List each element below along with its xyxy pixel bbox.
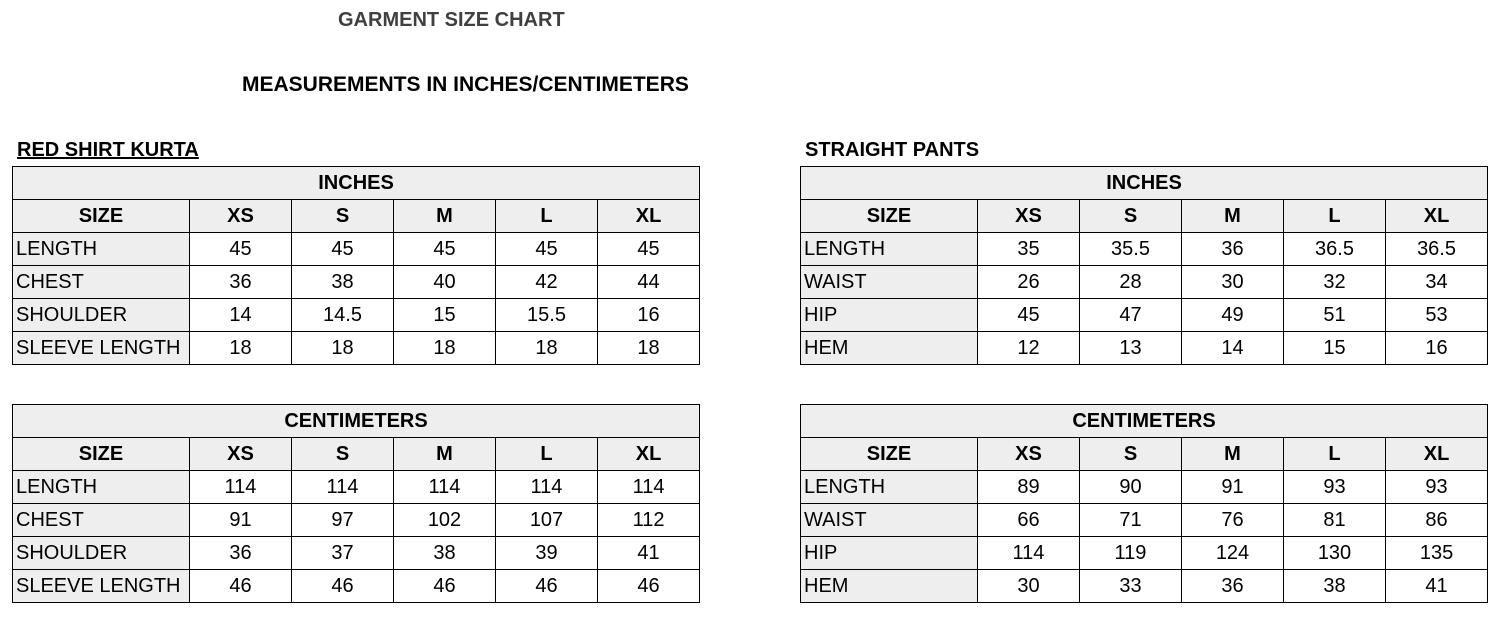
measurement-value: 81: [1284, 504, 1386, 537]
header-row: [13, 200, 700, 233]
size-header-cell: S: [1080, 438, 1182, 471]
measurement-value: 46: [496, 570, 598, 603]
measurement-value: 14: [190, 299, 292, 332]
measurement-value: 46: [394, 570, 496, 603]
measurement-value: 15.5: [496, 299, 598, 332]
table-row: [801, 233, 1488, 266]
measurement-value: 18: [496, 332, 598, 365]
measurement-value: 18: [190, 332, 292, 365]
measurement-value: 46: [292, 570, 394, 603]
header-row: [801, 200, 1488, 233]
measurement-label: WAIST: [801, 266, 978, 299]
measurement-value: 97: [292, 504, 394, 537]
measurement-value: 130: [1284, 537, 1386, 570]
measurement-value: 35.5: [1080, 233, 1182, 266]
measurement-value: 18: [394, 332, 496, 365]
pants-centimeters-table: [800, 404, 1488, 603]
measurement-label: SHOULDER: [13, 299, 190, 332]
measurement-value: 86: [1386, 504, 1488, 537]
measurement-value: 40: [394, 266, 496, 299]
measurement-value: 38: [292, 266, 394, 299]
measurement-value: 93: [1284, 471, 1386, 504]
measurement-value: 45: [292, 233, 394, 266]
measurement-value: 45: [496, 233, 598, 266]
unit-header: CENTIMETERS: [13, 405, 700, 438]
section-title-straight-pants: STRAIGHT PANTS: [805, 139, 980, 161]
measurement-value: 91: [1182, 471, 1284, 504]
measurement-value: 32: [1284, 266, 1386, 299]
measurement-value: 39: [496, 537, 598, 570]
size-header-cell: M: [1182, 200, 1284, 233]
measurement-value: 15: [1284, 332, 1386, 365]
measurement-value: 36.5: [1386, 233, 1488, 266]
measurement-value: 49: [1182, 299, 1284, 332]
size-header-cell: L: [496, 200, 598, 233]
measurement-value: 93: [1386, 471, 1488, 504]
measurement-value: 114: [978, 537, 1080, 570]
table-row: [801, 471, 1488, 504]
table-row: [13, 266, 700, 299]
measurement-value: 53: [1386, 299, 1488, 332]
measurement-value: 18: [292, 332, 394, 365]
unit-header: INCHES: [801, 167, 1488, 200]
table-row: [13, 570, 700, 603]
measurement-value: 119: [1080, 537, 1182, 570]
measurement-label: LENGTH: [801, 471, 978, 504]
table-row: [801, 266, 1488, 299]
measurement-label: HIP: [801, 537, 978, 570]
document-subtitle: MEASUREMENTS IN INCHES/CENTIMETERS: [242, 73, 689, 96]
size-column-header: SIZE: [801, 438, 978, 471]
measurement-value: 91: [190, 504, 292, 537]
measurement-value: 90: [1080, 471, 1182, 504]
measurement-value: 46: [598, 570, 700, 603]
measurement-value: 44: [598, 266, 700, 299]
size-header-cell: XL: [598, 438, 700, 471]
unit-row: [13, 405, 700, 438]
table-row: [13, 537, 700, 570]
measurement-value: 71: [1080, 504, 1182, 537]
table-row: [13, 332, 700, 365]
size-header-cell: S: [292, 438, 394, 471]
measurement-value: 36: [1182, 570, 1284, 603]
measurement-label: LENGTH: [13, 471, 190, 504]
measurement-value: 36: [190, 537, 292, 570]
size-header-cell: L: [1284, 200, 1386, 233]
measurement-value: 114: [394, 471, 496, 504]
table-row: [13, 471, 700, 504]
size-column-header: SIZE: [13, 438, 190, 471]
table-row: [801, 537, 1488, 570]
measurement-label: CHEST: [13, 266, 190, 299]
measurement-label: LENGTH: [13, 233, 190, 266]
measurement-value: 30: [978, 570, 1080, 603]
measurement-value: 42: [496, 266, 598, 299]
kurta-centimeters-table: [12, 404, 700, 603]
measurement-value: 114: [292, 471, 394, 504]
measurement-value: 28: [1080, 266, 1182, 299]
measurement-value: 47: [1080, 299, 1182, 332]
measurement-value: 124: [1182, 537, 1284, 570]
document-title: GARMENT SIZE CHART: [338, 9, 565, 31]
measurement-value: 45: [978, 299, 1080, 332]
measurement-value: 76: [1182, 504, 1284, 537]
unit-header: INCHES: [13, 167, 700, 200]
measurement-value: 45: [394, 233, 496, 266]
measurement-value: 26: [978, 266, 1080, 299]
size-header-cell: M: [394, 438, 496, 471]
measurement-value: 18: [598, 332, 700, 365]
measurement-value: 41: [1386, 570, 1488, 603]
table-row: [801, 504, 1488, 537]
measurement-label: LENGTH: [801, 233, 978, 266]
size-header-cell: XL: [1386, 438, 1488, 471]
measurement-value: 36: [190, 266, 292, 299]
measurement-value: 41: [598, 537, 700, 570]
measurement-value: 46: [190, 570, 292, 603]
measurement-label: CHEST: [13, 504, 190, 537]
table-row: [13, 233, 700, 266]
measurement-label: HIP: [801, 299, 978, 332]
size-header-cell: XS: [978, 200, 1080, 233]
measurement-value: 14.5: [292, 299, 394, 332]
table-row: [801, 332, 1488, 365]
measurement-value: 51: [1284, 299, 1386, 332]
size-header-cell: XL: [1386, 200, 1488, 233]
measurement-value: 33: [1080, 570, 1182, 603]
measurement-value: 107: [496, 504, 598, 537]
size-header-cell: M: [394, 200, 496, 233]
measurement-value: 112: [598, 504, 700, 537]
size-header-cell: M: [1182, 438, 1284, 471]
section-title-red-shirt-kurta: RED SHIRT KURTA: [17, 139, 199, 161]
table-row: [801, 570, 1488, 603]
measurement-value: 114: [598, 471, 700, 504]
size-header-cell: L: [496, 438, 598, 471]
measurement-value: 114: [190, 471, 292, 504]
measurement-value: 102: [394, 504, 496, 537]
measurement-value: 35: [978, 233, 1080, 266]
unit-row: [801, 167, 1488, 200]
measurement-value: 13: [1080, 332, 1182, 365]
kurta-inches-table: [12, 166, 700, 365]
pants-inches-table: [800, 166, 1488, 365]
measurement-value: 14: [1182, 332, 1284, 365]
size-header-cell: S: [1080, 200, 1182, 233]
size-header-cell: XS: [190, 438, 292, 471]
measurement-value: 16: [598, 299, 700, 332]
measurement-value: 66: [978, 504, 1080, 537]
measurement-label: HEM: [801, 332, 978, 365]
measurement-label: WAIST: [801, 504, 978, 537]
measurement-value: 16: [1386, 332, 1488, 365]
measurement-value: 15: [394, 299, 496, 332]
size-header-cell: XL: [598, 200, 700, 233]
unit-row: [13, 167, 700, 200]
measurement-label: HEM: [801, 570, 978, 603]
measurement-value: 37: [292, 537, 394, 570]
measurement-value: 89: [978, 471, 1080, 504]
unit-header: CENTIMETERS: [801, 405, 1488, 438]
table-row: [13, 299, 700, 332]
measurement-value: 114: [496, 471, 598, 504]
measurement-value: 34: [1386, 266, 1488, 299]
size-header-cell: XS: [978, 438, 1080, 471]
measurement-value: 12: [978, 332, 1080, 365]
table-row: [13, 504, 700, 537]
size-column-header: SIZE: [13, 200, 190, 233]
header-row: [13, 438, 700, 471]
measurement-value: 38: [1284, 570, 1386, 603]
measurement-value: 36: [1182, 233, 1284, 266]
measurement-value: 36.5: [1284, 233, 1386, 266]
measurement-label: SLEEVE LENGTH: [13, 570, 190, 603]
measurement-value: 45: [598, 233, 700, 266]
measurement-label: SLEEVE LENGTH: [13, 332, 190, 365]
unit-row: [801, 405, 1488, 438]
size-header-cell: S: [292, 200, 394, 233]
size-column-header: SIZE: [801, 200, 978, 233]
measurement-label: SHOULDER: [13, 537, 190, 570]
measurement-value: 30: [1182, 266, 1284, 299]
size-header-cell: L: [1284, 438, 1386, 471]
table-row: [801, 299, 1488, 332]
measurement-value: 135: [1386, 537, 1488, 570]
measurement-value: 45: [190, 233, 292, 266]
size-header-cell: XS: [190, 200, 292, 233]
header-row: [801, 438, 1488, 471]
measurement-value: 38: [394, 537, 496, 570]
